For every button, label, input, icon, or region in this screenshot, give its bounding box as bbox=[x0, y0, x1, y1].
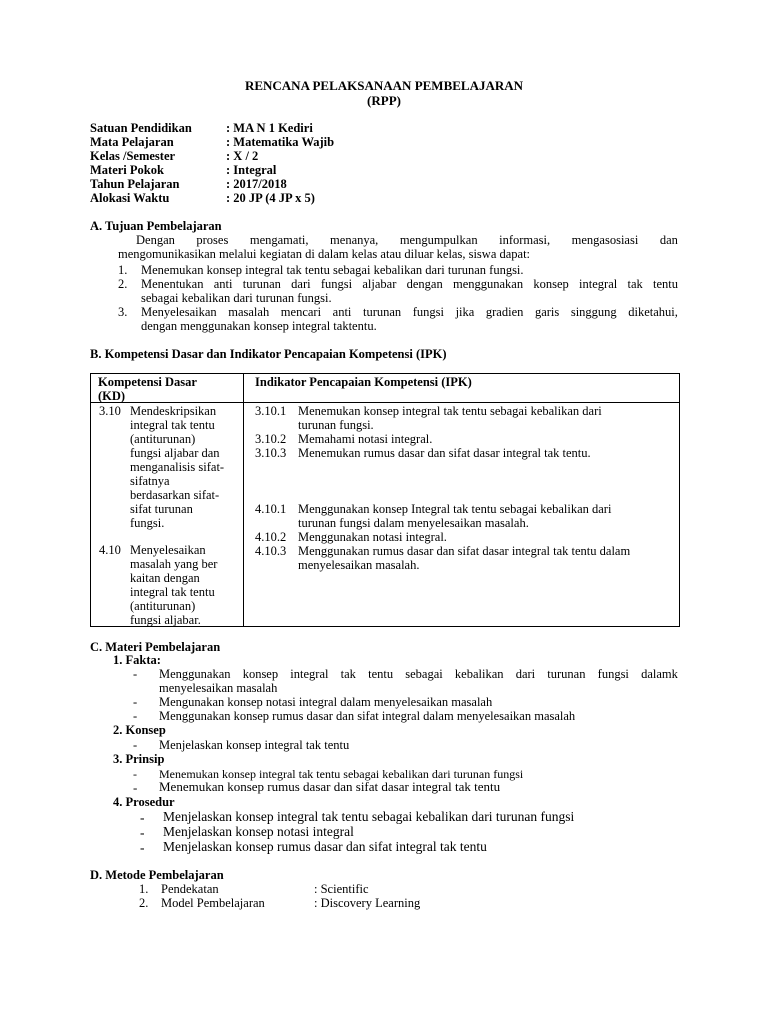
dash-bullet: - bbox=[133, 767, 137, 781]
dash-bullet: - bbox=[133, 695, 138, 709]
word: dari bbox=[291, 277, 311, 291]
ipk-number: 4.10.1 bbox=[255, 502, 287, 516]
word: garis bbox=[534, 305, 560, 319]
kd-text: fungsi aljabar dan bbox=[130, 446, 220, 460]
kd-text: (antiturunan) bbox=[130, 432, 196, 446]
section-a-intro-line1 bbox=[136, 233, 678, 247]
kd-text: kaitan dengan bbox=[130, 571, 200, 585]
kd-text: sifatnya bbox=[130, 474, 170, 488]
word: mengumpulkan bbox=[399, 233, 478, 247]
word: tak bbox=[627, 277, 643, 291]
prinsip-label: 3. Prinsip bbox=[113, 752, 165, 766]
kd-text: berdasarkan sifat- bbox=[130, 488, 220, 502]
header-label: Kompetensi Dasar bbox=[98, 375, 197, 389]
table-header-ipk bbox=[244, 374, 680, 403]
method-value: : Discovery Learning bbox=[314, 896, 421, 910]
fakta-item: Menggunakan konsep rumus dasar dan sifat integral dalam menyelesaikan masalah bbox=[159, 709, 576, 723]
section-a-heading: A. Tujuan Pembelajaran bbox=[90, 219, 222, 233]
objective-item: Menemukan konsep integral tak tentu sebagai kebalikan dari turunan fungsi. bbox=[141, 263, 524, 277]
table-header-kd bbox=[91, 374, 244, 403]
section-d-heading: D. Metode Pembelajaran bbox=[90, 868, 224, 882]
identity-value: : 2017/2018 bbox=[226, 177, 287, 191]
prosedur-item: Menjelaskan konsep notasi integral bbox=[163, 824, 354, 839]
identity-label: Kelas /Semester bbox=[90, 149, 176, 163]
word: mengamati, bbox=[249, 233, 309, 247]
prosedur-label: 4. Prosedur bbox=[113, 795, 175, 809]
header-label: Indikator Pencapaian Kompetensi (IPK) bbox=[255, 375, 472, 389]
section-c-heading: C. Materi Pembelajaran bbox=[90, 640, 221, 654]
ipk-text: Menggunakan notasi integral. bbox=[298, 530, 447, 544]
ipk-text: Menemukan rumus dasar dan sifat dasar integral tak tentu. bbox=[298, 446, 591, 460]
word: masalah bbox=[228, 305, 270, 319]
kd-text: integral tak tentu bbox=[130, 418, 215, 432]
ipk-number: 3.10.3 bbox=[255, 446, 287, 460]
kd-text: integral tak tentu bbox=[130, 585, 215, 599]
prinsip-item: Menemukan konsep integral tak tentu sebagai kebalikan dari turunan fungsi bbox=[159, 767, 524, 781]
kd-text: masalah yang ber bbox=[130, 557, 218, 571]
dash-bullet: - bbox=[133, 709, 138, 723]
section-a-intro-line2: mengomunikasikan melalui kegiatan di dalam kelas atau diluar kelas, siswa dapat: bbox=[118, 247, 531, 261]
identity-label: Alokasi Waktu bbox=[90, 191, 170, 205]
ipk-text: Menemukan konsep integral tak tentu sebagai kebalikan dari bbox=[298, 404, 602, 418]
word: diketahui, bbox=[628, 305, 678, 319]
kd-text: fungsi aljabar. bbox=[130, 613, 201, 627]
word: fungsi bbox=[597, 667, 629, 681]
dash-bullet: - bbox=[133, 738, 138, 752]
prosedur-item: Menjelaskan konsep integral tak tentu sebagai kebalikan dari turunan fungsi bbox=[163, 809, 575, 824]
word: anti bbox=[213, 277, 233, 291]
word: turunan bbox=[242, 277, 281, 291]
fakta-label: 1. Fakta: bbox=[113, 653, 161, 667]
word: dalamk bbox=[641, 667, 678, 681]
ipk-text: Menggunakan rumus dasar dan sifat dasar integral tak tentu dalam bbox=[298, 544, 631, 558]
identity-value: : MA N 1 Kediri bbox=[226, 121, 313, 135]
ipk-text: turunan fungsi. bbox=[298, 418, 374, 432]
table-cell-kd bbox=[91, 403, 244, 627]
word: tak bbox=[340, 667, 356, 681]
word: Menentukan bbox=[141, 277, 204, 291]
word: Menggunakan bbox=[159, 667, 231, 681]
identity-value: : Matematika Wajib bbox=[226, 135, 335, 149]
konsep-item: Menjelaskan konsep integral tak tentu bbox=[159, 738, 350, 752]
word: menggunakan bbox=[452, 277, 524, 291]
ipk-number: 4.10.2 bbox=[255, 530, 287, 544]
dash-bullet: - bbox=[133, 667, 138, 681]
identity-label: Materi Pokok bbox=[90, 163, 164, 177]
word: fungsi bbox=[320, 277, 353, 291]
word: konsep bbox=[242, 667, 279, 681]
word: jika bbox=[455, 305, 475, 319]
word: Dengan bbox=[136, 233, 175, 247]
list-number: 2. bbox=[139, 896, 149, 910]
dash-bullet: - bbox=[140, 810, 145, 825]
word: fungsi bbox=[412, 305, 444, 319]
method-label: Pendekatan bbox=[161, 882, 219, 896]
kd-text: menganalisis sifat- bbox=[130, 460, 225, 474]
kd-number: 4.10 bbox=[99, 543, 121, 557]
prosedur-item: Menjelaskan konsep rumus dasar dan sifat integral tak tentu bbox=[163, 839, 487, 854]
objective-item-line2: sebagai kebalikan dari turunan fungsi. bbox=[141, 291, 332, 305]
kd-text: (antiturunan) bbox=[130, 599, 196, 613]
fakta-item-line2: menyelesaikan masalah bbox=[159, 681, 278, 695]
objective-item-line1 bbox=[141, 277, 678, 291]
word: proses bbox=[196, 233, 229, 247]
kd-text: Menyelesaikan bbox=[130, 543, 206, 557]
identity-label: Mata Pelajaran bbox=[90, 135, 174, 149]
identity-value: : Integral bbox=[226, 163, 277, 177]
word: konsep bbox=[533, 277, 569, 291]
ipk-text: Menggunakan konsep Integral tak tentu sebagai kebalikan dari bbox=[298, 502, 612, 516]
list-number: 3. bbox=[118, 305, 128, 319]
word: menanya, bbox=[330, 233, 379, 247]
word: gradien bbox=[485, 305, 524, 319]
kd-text: fungsi. bbox=[130, 516, 165, 530]
ipk-number: 3.10.1 bbox=[255, 404, 287, 418]
word: dan bbox=[659, 233, 678, 247]
kd-number: 3.10 bbox=[99, 404, 121, 418]
word: tentu bbox=[368, 667, 394, 681]
word: dengan bbox=[406, 277, 443, 291]
method-label: Model Pembelajaran bbox=[161, 896, 265, 910]
word: Menyelesaikan bbox=[141, 305, 217, 319]
ipk-text: menyelesaikan masalah. bbox=[298, 558, 420, 572]
dash-bullet: - bbox=[133, 780, 138, 795]
identity-label: Satuan Pendidikan bbox=[90, 121, 192, 135]
identity-value: : X / 2 bbox=[226, 149, 259, 163]
word: integral bbox=[579, 277, 618, 291]
list-number: 1. bbox=[139, 882, 149, 896]
prinsip-item: Menemukan konsep rumus dasar dan sifat dasar integral tak tentu bbox=[159, 779, 501, 794]
dash-bullet: - bbox=[140, 825, 145, 840]
konsep-label: 2. Konsep bbox=[113, 723, 166, 737]
ipk-text: Memahami notasi integral. bbox=[298, 432, 433, 446]
header-label: (KD) bbox=[98, 389, 126, 403]
ipk-text: turunan fungsi dalam menyelesaikan masalah. bbox=[298, 516, 529, 530]
word: singgung bbox=[570, 305, 617, 319]
objective-item-line1 bbox=[141, 305, 678, 319]
kd-ipk-table bbox=[90, 373, 680, 627]
method-value: : Scientific bbox=[314, 882, 369, 896]
word: integral bbox=[290, 667, 329, 681]
identity-label: Tahun Pelajaran bbox=[90, 177, 180, 191]
ipk-number: 3.10.2 bbox=[255, 432, 287, 446]
word: turunan bbox=[362, 305, 402, 319]
table-cell-ipk bbox=[244, 403, 680, 627]
fakta-item-line1 bbox=[159, 667, 678, 681]
word: turunan bbox=[547, 667, 586, 681]
list-number: 1. bbox=[118, 263, 128, 277]
kd-text: sifat turunan bbox=[130, 502, 193, 516]
word: dari bbox=[515, 667, 536, 681]
word: sebagai bbox=[405, 667, 443, 681]
word: tentu bbox=[653, 277, 678, 291]
word: kebalikan bbox=[454, 667, 504, 681]
ipk-number: 4.10.3 bbox=[255, 544, 287, 558]
word: anti bbox=[332, 305, 352, 319]
objective-item-line2: dengan menggunakan konsep integral taktentu. bbox=[141, 319, 377, 333]
word: aljabar bbox=[362, 277, 397, 291]
fakta-item: Mengunakan konsep notasi integral dalam menyelesaikan masalah bbox=[159, 695, 493, 709]
document-title: RENCANA PELAKSANAAN PEMBELAJARAN bbox=[244, 78, 524, 93]
word: mencari bbox=[280, 305, 322, 319]
list-number: 2. bbox=[118, 277, 128, 291]
document-subtitle: (RPP) bbox=[367, 93, 401, 108]
kd-text: Mendeskripsikan bbox=[130, 404, 217, 418]
dash-bullet: - bbox=[140, 840, 145, 855]
word: informasi, bbox=[499, 233, 551, 247]
section-b-heading: B. Kompetensi Dasar dan Indikator Pencapaian Kompetensi (IPK) bbox=[90, 347, 447, 361]
identity-value: : 20 JP (4 JP x 5) bbox=[226, 191, 315, 205]
word: mengasosiasi bbox=[571, 233, 639, 247]
